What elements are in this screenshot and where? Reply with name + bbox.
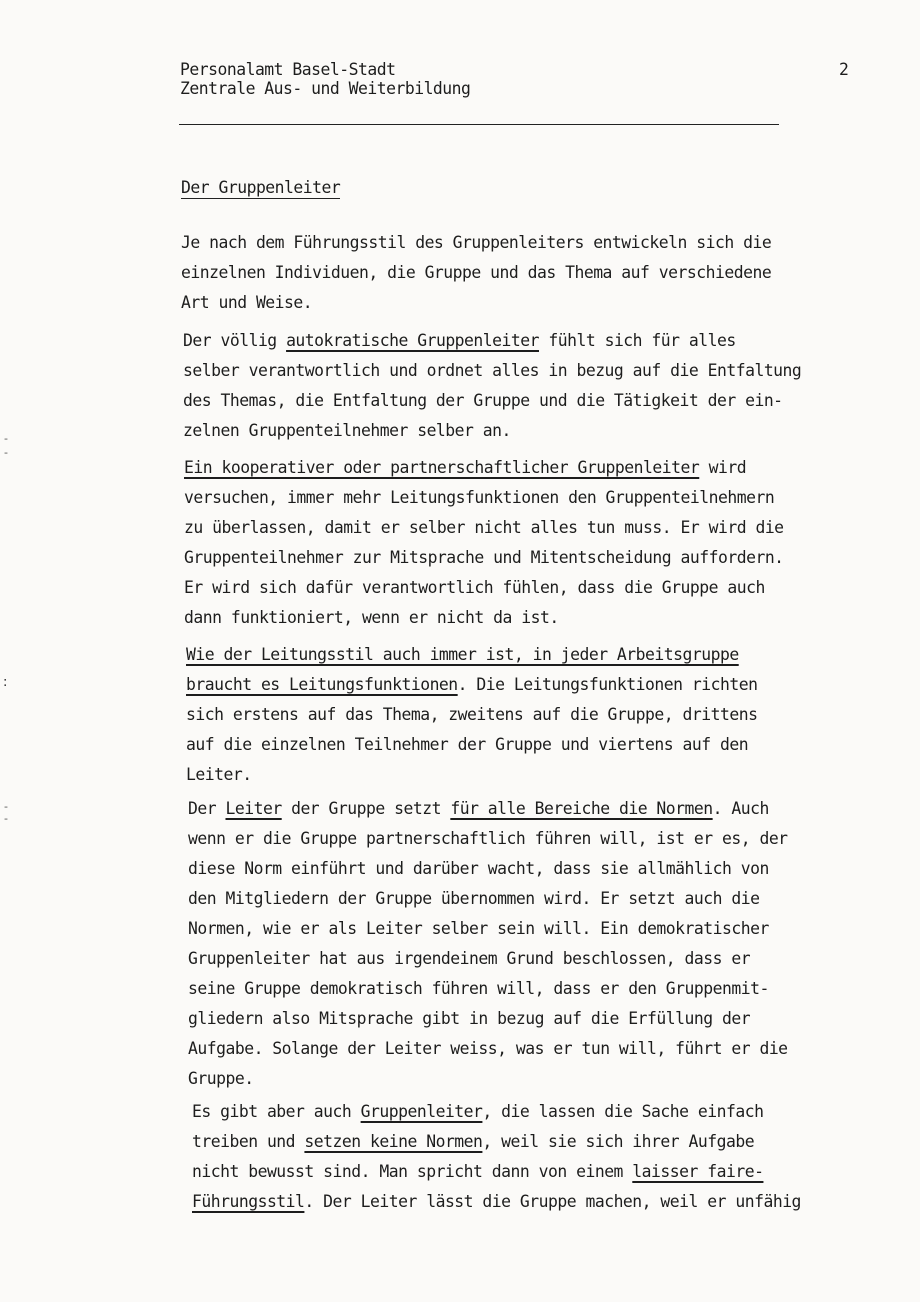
text-line: Aufgabe. Solange der Leiter weiss, was er tun will, führt er die — [188, 1039, 788, 1058]
text-run: , weil sie sich ihrer Aufgabe — [482, 1132, 755, 1151]
text-line — [184, 453, 784, 483]
text-run: fühlt sich für alles — [539, 331, 736, 350]
paragraph-6 — [192, 1097, 801, 1217]
text-run: wird — [699, 458, 747, 477]
underlined-term: Gruppenleiter — [360, 1102, 483, 1121]
underlined-term: für alle Bereiche die Normen — [450, 799, 713, 818]
text-run: Der völlig — [183, 331, 287, 350]
text-line: wenn er die Gruppe partnerschaftlich führen will, ist er es, der — [188, 829, 788, 848]
underlined-term: Führungsstil — [192, 1192, 305, 1211]
scan-mark: - — [4, 800, 8, 813]
text-line: Art und Weise. — [181, 293, 313, 312]
text-line — [192, 1127, 801, 1157]
underlined-term: laisser faire- — [632, 1162, 764, 1181]
underlined-term: Leiter — [225, 799, 282, 818]
text-line: Gruppenteilnehmer zur Mitsprache und Mitentscheidung auffordern. — [184, 548, 784, 567]
text-line — [192, 1157, 801, 1187]
text-line: Er wird sich dafür verantwortlich fühlen, dass die Gruppe auch — [184, 578, 765, 597]
text-run: nicht bewusst sind. Man spricht dann von einem — [192, 1162, 633, 1181]
text-line: zelnen Gruppenteilnehmer selber an. — [183, 421, 511, 440]
text-line: dann funktioniert, wenn er nicht da ist. — [184, 608, 559, 627]
text-run: . Die Leitungsfunktionen richten — [457, 675, 758, 694]
paragraph-3 — [184, 453, 784, 633]
paragraph-2 — [183, 326, 801, 446]
text-run: treiben und — [192, 1132, 305, 1151]
section-title: Der Gruppenleiter — [181, 178, 341, 197]
underlined-term: Ein kooperativer oder partnerschaftlicher Gruppenleiter — [184, 458, 700, 477]
text-line: auf die einzelnen Teilnehmer der Gruppe und viertens auf den — [186, 735, 749, 754]
text-run: der Gruppe setzt — [281, 799, 451, 818]
text-line: zu überlassen, damit er selber nicht alles tun muss. Er wird die — [184, 518, 784, 537]
text-line — [192, 1097, 801, 1127]
letterhead-office: Personalamt Basel-Stadt — [180, 60, 396, 79]
text-run: Es gibt aber auch — [192, 1102, 361, 1121]
text-line: Je nach dem Führungsstil des Gruppenleiters entwickeln sich die — [181, 233, 772, 252]
scan-mark: : — [3, 675, 7, 690]
text-line: selber verantwortlich und ordnet alles in bezug auf die Entfaltung — [183, 361, 802, 380]
header-divider — [179, 124, 779, 125]
text-run: . Auch — [712, 799, 769, 818]
text-line: seine Gruppe demokratisch führen will, dass er den Gruppenmit- — [188, 979, 769, 998]
text-line: Gruppenleiter hat aus irgendeinem Grund beschlossen, dass er — [188, 949, 751, 968]
text-line — [186, 670, 757, 700]
text-line — [183, 326, 801, 356]
paragraph-4 — [186, 640, 757, 790]
letterhead-department: Zentrale Aus- und Weiterbildung — [180, 79, 471, 98]
scan-mark: ‐ — [4, 432, 8, 445]
underlined-term: setzen keine Normen — [304, 1132, 483, 1151]
text-line: sich erstens auf das Thema, zweitens auf die Gruppe, drittens — [186, 705, 758, 724]
scan-mark: - — [4, 812, 8, 825]
paragraph-1 — [181, 228, 771, 318]
text-line — [192, 1187, 801, 1217]
scan-mark: ‐ — [4, 446, 8, 459]
underlined-term: autokratische Gruppenleiter — [286, 331, 539, 350]
text-line: Leiter. — [186, 765, 252, 784]
page-number: 2 — [839, 60, 849, 79]
text-line: gliedern also Mitsprache gibt in bezug auf die Erfüllung der — [188, 1009, 751, 1028]
text-line: Gruppe. — [188, 1069, 254, 1088]
text-line: des Themas, die Entfaltung der Gruppe und die Tätigkeit der ein- — [183, 391, 783, 410]
text-line: diese Norm einführt und darüber wacht, dass sie allmählich von — [188, 859, 769, 878]
text-run: . Der Leiter lässt die Gruppe machen, weil er unfähig — [304, 1192, 801, 1211]
text-line: einzelnen Individuen, die Gruppe und das Thema auf verschiedene — [181, 263, 772, 282]
text-run: , die lassen die Sache einfach — [482, 1102, 764, 1121]
text-line: Normen, wie er als Leiter selber sein will. Ein demokratischer — [188, 919, 769, 938]
text-line: den Mitgliedern der Gruppe übernommen wird. Er setzt auch die — [188, 889, 760, 908]
text-run: Der — [188, 799, 226, 818]
text-line: versuchen, immer mehr Leitungsfunktionen den Gruppenteilnehmern — [184, 488, 775, 507]
letterhead — [180, 60, 470, 98]
text-line — [188, 794, 788, 824]
paragraph-5 — [188, 794, 788, 1094]
underlined-term: braucht es Leitungsfunktionen — [186, 675, 458, 694]
underlined-line: Wie der Leitungsstil auch immer ist, in jeder Arbeitsgruppe — [186, 645, 739, 664]
